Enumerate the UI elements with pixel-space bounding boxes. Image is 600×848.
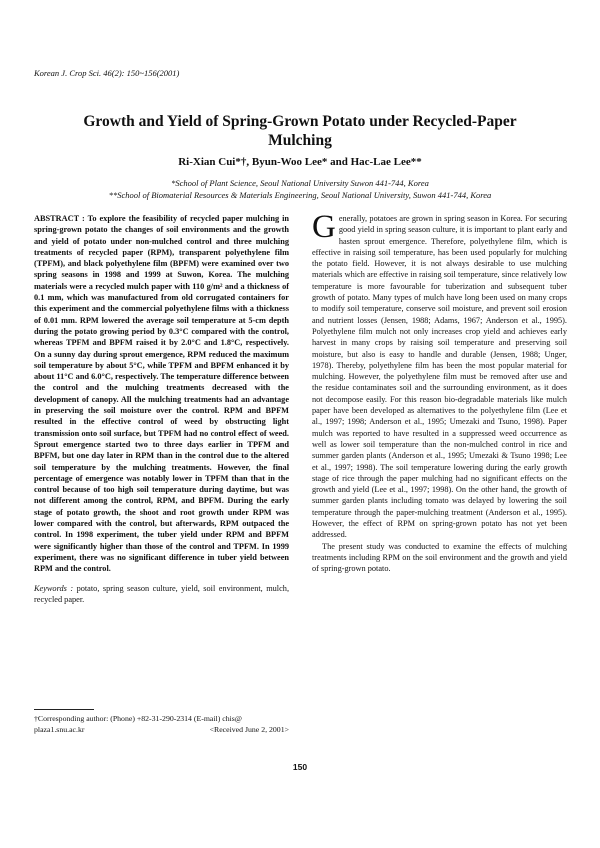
- keywords-label: Keywords :: [34, 583, 74, 593]
- journal-reference: Korean J. Crop Sci. 46(2): 150~156(2001): [34, 68, 180, 78]
- left-column: [34, 213, 289, 605]
- paper-title: Growth and Yield of Spring-Grown Potato under Recycled-Paper Mulching: [83, 113, 517, 149]
- keywords: [34, 583, 289, 606]
- drop-cap: G: [312, 209, 336, 245]
- affiliation-2: **School of Biomaterial Resources & Materials Engineering, Seoul National University, Suwon 441-744, Korea: [108, 190, 492, 200]
- introduction-text-1: enerally, potatoes are grown in spring season in Korea. For securing good yield in spring season culture, it is important to plant early and hasten sprout emergence. Therefore, polyethylene film, which is effective in raising soil temperature, has been used popularly for mulching the potato field. However, it is not always desirable to use mulching materials which are effective in raising soil temperature, since relatively low temperature is more favourable for tuberization and subsequent tuber growth of potato. Many types of mulch have long been used on many crops to modify soil temperature, conserve soil moisture, and prevent soil erosion and nutrient losses (Jensen, 1988; Adams, 1967; Anderson et al., 1995). Polyethylene film mulch not only increases crop yield and achieves early harvest in many crops by raising soil temperature and preserving soil moisture, but also is easy to handle and durable (Jensen, 1988; Unger, 1978). Thereby, polyethylene film has been the most popular material for mulching. However, the polyethylene film must be removed after use and the residue contaminates soil and the surrounding environment, as it does not decompose easily. For this reason bio-degradable materials like mulch paper have been developed as alternatives to the polyethylene film (Lee et al., 1997; 1998; Anderson et al., 1995; Umezaki and Tsuno, 1998). Paper mulch was reported to have resulted in a suppressed weed occurrence as well as lower soil temperature than the non-mulched control in rice and summer garden plants (Anderson et al., 1995; Umezaki & Tsuno 1998; Lee et al., 1997; 1998). The soil temperature lowering during the early growth stage of rice through the paper mulching had no significant effects on the growth and yield (Lee et al., 1997; 1998). On the other hand, the growth of summer garden plants including tomato was delayed by lowering the soil temperature through the paper-mulching treatment (Anderson et al., 1995). However, the effect of RPM on spring-grown potato has not yet been addressed.: [312, 214, 567, 540]
- footnote: [34, 713, 289, 735]
- author-list: Ri-Xian Cui*†, Byun-Woo Lee* and Hac-Lae Lee**: [178, 156, 422, 168]
- corresponding-author-note: †Corresponding author: (Phone) +82-31-290-2314 (E-mail) chis@ plaza1.snu.ac.kr: [34, 714, 242, 734]
- introduction-text-2: The present study was conducted to examine the effects of mulching treatments including RPM on the soil environment and the growth and yield of spring-grown potato.: [312, 541, 567, 574]
- right-column: [312, 209, 567, 575]
- received-date: <Received June 2, 2001>: [209, 725, 289, 734]
- footnote-divider: [34, 709, 94, 710]
- keywords-text: potato, spring season culture, yield, soil environment, mulch, recycled paper.: [34, 583, 290, 604]
- abstract: ABSTRACT : To explore the feasibility of recycled paper mulching in spring-grown potato the changes of soil environments and the growth and yield of potato under non-mulched control and three mulching treatments of recycled paper (RPM), transparent polyethylene film (TPFM), and black polyethylene film (BPFM) were examined over two spring seasons in 1998 and 1999 at Suwon, Korea. The mulching materials were a recycled mulch paper with 110 g/m² and a thickness of 0.1 mm, which was manufactured from old corrugated containers for this experiment and the commercial polyethylene films with a thickness of 0.01 mm. RPM lowered the average soil temperature at 5-cm depth during the potato growing period by 0.3°C compared with the control, whereas TPFM and BPFM raised it by 2.0°C and 1.8°C, respectively. On a sunny day during sprout emergence, RPM reduced the maximum soil temperature by about 5°C, while TPFM and BPFM enhanced it by about 11°C and 6.0°C, respectively. The temperature difference between the control and the mulching treatments decreased with the development of canopy. All the mulching treatments had an advantage in preserving the soil moisture over the control. RPM and BPFM resulted in the effective control of weed by obstructing light transmission onto soil surface, but TPFM had no control effect of weed. Sprout emergence started two to three days earlier in TPFM and BPFM, but one day later in RPM than in the control due to the altered soil temperature by the mulching treatments. However, the final percentage of emergence was notably lower in TPFM than that in the control because of too high soil temperature during daytime, but was not different among the control, RPM, and BPFM. During the early stage of potato growth, the shoot and root growth under RPM was lower compared with the control, but afterwards, RPM outpaced the control. In 1998 experiment, the tuber yield under RPM and BPFM were significantly higher than those of the control and TPFM. In 1999 experiment, there was no significant difference in tuber yield between RPM and the control.: [34, 214, 289, 574]
- introduction-paragraph-2: [312, 541, 567, 575]
- affiliation-1: *School of Plant Science, Seoul National University Suwon 441-744, Korea: [171, 178, 429, 188]
- page-number: 150: [292, 762, 308, 772]
- introduction-paragraph-1: [312, 209, 567, 541]
